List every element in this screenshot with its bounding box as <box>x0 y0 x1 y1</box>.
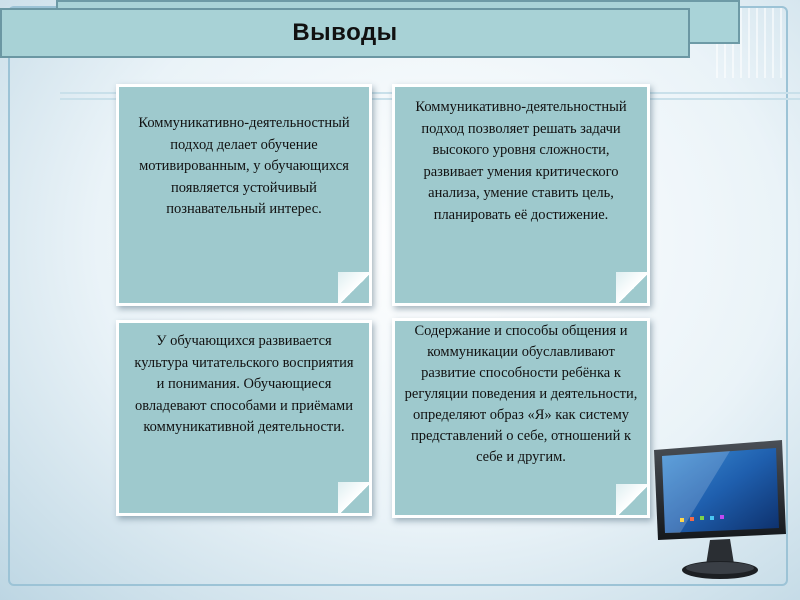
card-3 <box>116 320 372 516</box>
card-1-text: Коммуникативно-деятельностный подход делает обучение мотивированным, у обучающихся появляется устойчивый познавательный интерес. <box>138 115 350 217</box>
slide-title: Выводы <box>292 19 398 46</box>
page-curl <box>338 272 372 306</box>
card-1 <box>116 84 372 306</box>
title-bar <box>0 8 690 58</box>
page-curl <box>338 482 372 516</box>
monitor-icon <box>640 438 790 588</box>
card-2-text: Коммуникативно-деятельностный подход позволяет решать задачи высокого уровня сложности, развивает умения критического анализа, умение ставить цель, планировать её достижение. <box>415 99 627 223</box>
card-2 <box>392 84 650 306</box>
card-4 <box>392 318 650 518</box>
card-4-text: Содержание и способы общения и коммуникации обуславливают развитие способности ребёнка к регуляции поведения и деятельности, определяют образ «Я» как систему представлений о себе, отношений к себе и другим. <box>404 323 638 465</box>
card-3-text: У обучающихся развивается культура читательского восприятия и понимания. Обучающиеся овладевают способами и приёмами коммуникативной деятельности. <box>134 333 354 435</box>
page-curl <box>616 272 650 306</box>
